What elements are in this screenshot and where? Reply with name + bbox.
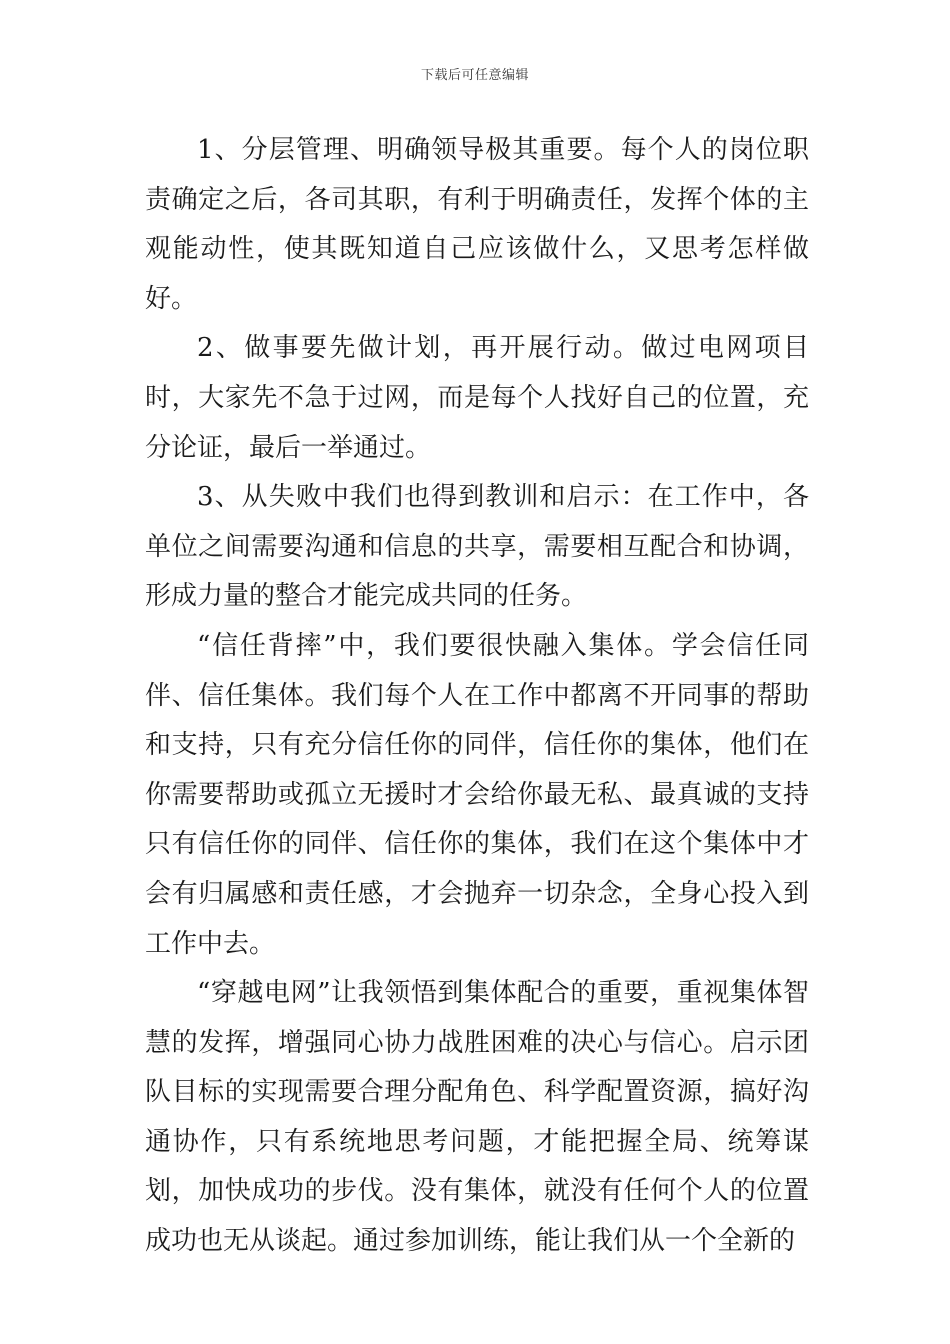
paragraph-5: “穿越电网”让我领悟到集体配合的重要，重视集体智慧的发挥，增强同心协力战胜困难的决心与信心。启示团队目标的实现需要合理分配角色、科学配置资源，搞好沟通协作，只有系统地思考问题，才能把握全局、统筹谋划，加快成功的步伐。没有集体，就没有任何个人的位置成功也无从谈起。通过参加训练，能让我们从一个全新的 xyxy=(145,978,809,1257)
document-body xyxy=(145,126,809,1267)
paragraph-1: 1、分层管理、明确领导极其重要。每个人的岗位职责确定之后，各司其职，有利于明确责任，发挥个体的主观能动性，使其既知道自己应该做什么，又思考怎样做好。 xyxy=(145,135,809,314)
paragraph-2: 2、做事要先做计划，再开展行动。做过电网项目时，大家先不急于过网，而是每个人找好自己的位置，充分论证，最后一举通过。 xyxy=(145,333,809,463)
paragraph-4: “信任背摔”中，我们要很快融入集体。学会信任同伴、信任集体。我们每个人在工作中都离不开同事的帮助和支持，只有充分信任你的同伴，信任你的集体，他们在你需要帮助或孤立无援时才会给你最无私、最真诚的支持只有信任你的同伴、信任你的集体，我们在这个集体中才会有归属感和责任感，才会抛弃一切杂念，全身心投入到工作中去。 xyxy=(145,630,809,959)
page-header-note: 下载后可任意编辑 xyxy=(420,68,529,83)
paragraph-3: 3、从失败中我们也得到教训和启示：在工作中，各单位之间需要沟通和信息的共享，需要相互配合和协调，形成力量的整合才能完成共同的任务。 xyxy=(145,482,809,612)
